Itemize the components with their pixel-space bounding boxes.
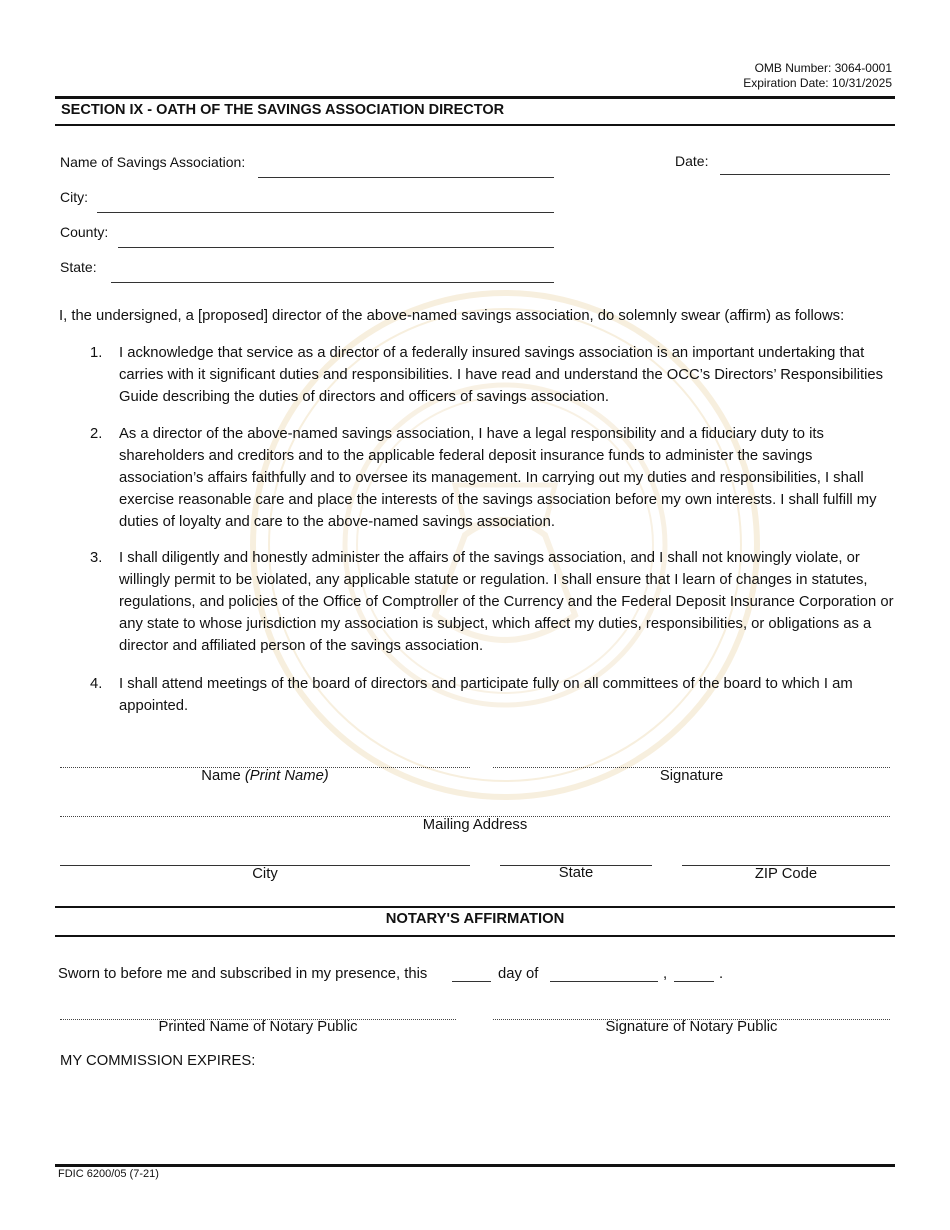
association-name-line xyxy=(258,177,554,178)
state-label: State: xyxy=(60,259,97,275)
association-name-label: Name of Savings Association: xyxy=(60,154,246,170)
print-name-caption xyxy=(60,768,470,784)
oath-item xyxy=(90,423,895,533)
notary-printed-name-caption: Printed Name of Notary Public xyxy=(158,1019,358,1035)
city-line xyxy=(97,212,554,213)
state-line xyxy=(111,282,554,283)
oath-item-text: I shall attend meetings of the board of directors and participate fully on all committees of the board to which I am appointed. xyxy=(119,676,853,714)
day-of-text: day of xyxy=(498,966,539,982)
omb-number: OMB Number: 3064-0001 xyxy=(754,61,892,75)
sworn-day-field[interactable] xyxy=(452,963,495,983)
print-name-field[interactable] xyxy=(60,746,474,768)
oath-item-number: 4. xyxy=(90,676,103,692)
city-label: City: xyxy=(60,189,88,205)
address-city-field[interactable] xyxy=(60,844,474,866)
city-field[interactable] xyxy=(97,191,558,213)
signature-caption: Signature xyxy=(659,768,724,784)
sworn-day-line xyxy=(452,981,491,982)
date-line xyxy=(720,174,890,175)
notary-top-rule xyxy=(55,906,895,908)
notary-signature-caption: Signature of Notary Public xyxy=(605,1019,778,1035)
address-city-caption: City xyxy=(252,866,278,882)
footer-rule xyxy=(55,1164,895,1167)
state-field[interactable] xyxy=(111,261,558,283)
sworn-prefix: Sworn to before me and subscribed in my presence, this xyxy=(58,966,428,982)
notary-title: NOTARY'S AFFIRMATION xyxy=(385,911,565,927)
sworn-month-line xyxy=(550,981,658,982)
oath-item-text: I shall diligently and honestly administer the affairs of the savings association, and I shall not knowingly violate, or willingly permit to be violated, any applicable statute or regulation. I shall ensure that I learn of changes in statutes, regulations, and policies of the Office of Comptroller of the Currency and the Federal Deposit Insurance Corporation or any state to whose jurisdiction my association is subject, which affect my duties, responsibilities, or obligations as a director and affiliated person of the savings association. xyxy=(119,550,894,654)
county-label: County: xyxy=(60,224,109,240)
oath-intro: I, the undersigned, a [proposed] director of the above-named savings association, do solemnly swear (affirm) as follows: xyxy=(59,308,845,324)
county-line xyxy=(118,247,554,248)
oath-item xyxy=(90,342,895,408)
oath-item xyxy=(90,547,895,657)
zip-code-caption: ZIP Code xyxy=(754,866,818,882)
address-state-field[interactable] xyxy=(500,844,656,866)
oath-item-text: As a director of the above-named savings association, I have a legal responsibility and a fiduciary duty to its shareholders and creditors and to the applicable federal deposit insurance funds to administer the savings association’s affairs faithfully and to oversee its management. In carrying out my duties and responsibilities, I shall exercise reasonable care and place the interests of the savings association before my own interests. I shall fulfill my duties of loyalty and care to the above-named savings association. xyxy=(119,426,877,530)
expiration-date: Expiration Date: 10/31/2025 xyxy=(743,76,892,90)
date-label: Date: xyxy=(675,153,709,169)
sworn-month-field[interactable] xyxy=(550,963,662,983)
section-title: SECTION IX - OATH OF THE SAVINGS ASSOCIATION DIRECTOR xyxy=(61,102,505,118)
oath-item-number: 3. xyxy=(90,550,103,566)
notary-bottom-rule xyxy=(55,935,895,937)
commission-expires-label: MY COMMISSION EXPIRES: xyxy=(60,1053,256,1069)
date-field[interactable] xyxy=(720,154,894,176)
notary-signature-field[interactable] xyxy=(493,998,894,1020)
zip-code-field[interactable] xyxy=(682,844,894,866)
section-top-rule xyxy=(55,96,895,99)
county-field[interactable] xyxy=(118,226,558,248)
mailing-address-field[interactable] xyxy=(60,795,894,817)
oath-item-number: 2. xyxy=(90,426,103,442)
name-caption-text: Name xyxy=(201,768,245,784)
period-text: . xyxy=(719,966,724,982)
signature-field[interactable] xyxy=(493,746,894,768)
omb-info xyxy=(743,61,892,91)
oath-item-text: I acknowledge that service as a director of a federally insured savings association is an important undertaking that carries with it significant duties and responsibilities. I have read and understand the OCC’s Directors’ Responsibilities Guide describing the duties of directors and officers of savings association. xyxy=(119,345,884,405)
print-name-italic: (Print Name) xyxy=(244,768,329,784)
notary-printed-name-field[interactable] xyxy=(60,998,460,1020)
form-number: FDIC 6200/05 (7-21) xyxy=(58,1168,159,1180)
sworn-year-field[interactable] xyxy=(674,963,718,983)
section-bottom-rule xyxy=(55,124,895,126)
mailing-address-caption: Mailing Address xyxy=(422,817,528,833)
sworn-year-line xyxy=(674,981,714,982)
address-state-caption: State xyxy=(558,865,594,881)
association-name-field[interactable] xyxy=(258,156,558,178)
comma-text: , xyxy=(663,966,668,982)
oath-item-number: 1. xyxy=(90,345,103,361)
oath-item xyxy=(90,673,895,717)
